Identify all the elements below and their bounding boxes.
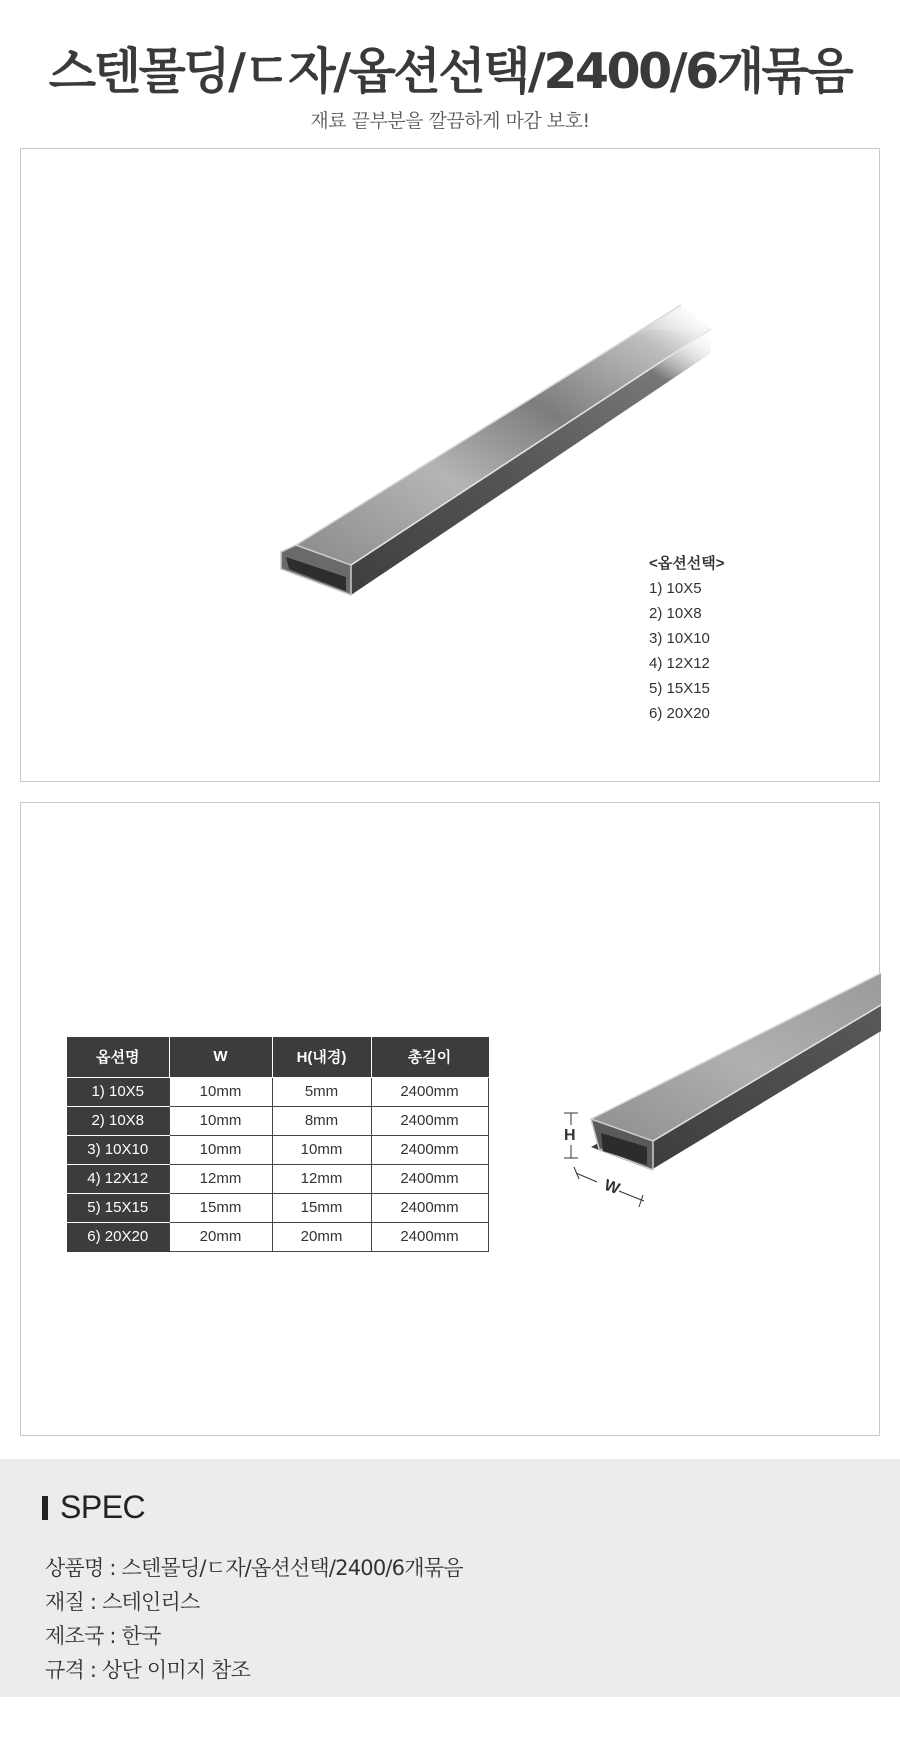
cell-height: 10mm: [272, 1135, 371, 1164]
cell-length: 2400mm: [371, 1193, 488, 1222]
dimension-panel: [20, 802, 880, 1436]
spec-item-product-name: 상품명 : 스텐몰딩/ㄷ자/옵션선택/2400/6개묶음: [45, 1556, 463, 1580]
cell-width: 20mm: [169, 1222, 272, 1251]
cell-length: 2400mm: [371, 1077, 488, 1106]
width-dimension-label: W: [601, 1176, 622, 1199]
table-header-row: [67, 1037, 488, 1077]
table-row: [67, 1077, 488, 1106]
cell-option-name: 6) 20X20: [67, 1222, 169, 1251]
cell-option-name: 3) 10X10: [67, 1135, 169, 1164]
cell-height: 15mm: [272, 1193, 371, 1222]
u-channel-product-image: [251, 229, 711, 629]
option-item: 2) 10X8: [649, 605, 702, 622]
cell-width: 15mm: [169, 1193, 272, 1222]
cell-height: 5mm: [272, 1077, 371, 1106]
table-row: [67, 1164, 488, 1193]
cell-height: 20mm: [272, 1222, 371, 1251]
cell-width: 10mm: [169, 1135, 272, 1164]
option-list: [649, 551, 724, 726]
column-header-option-name: 옵션명: [67, 1037, 169, 1077]
spec-heading-bar: [42, 1496, 48, 1520]
column-header-height: H(내경): [272, 1037, 371, 1077]
option-item: 3) 10X10: [649, 630, 710, 647]
page-subtitle: 재료 끝부분을 깔끔하게 마감 보호!: [310, 110, 590, 132]
cell-width: 10mm: [169, 1106, 272, 1135]
column-header-total-length: 총길이: [371, 1037, 488, 1077]
table-row: [67, 1222, 488, 1251]
cell-height: 12mm: [272, 1164, 371, 1193]
cell-option-name: 2) 10X8: [67, 1106, 169, 1135]
option-spec-table: [67, 1037, 489, 1252]
cell-option-name: 4) 12X12: [67, 1164, 169, 1193]
option-item: 1) 10X5: [649, 580, 702, 597]
table-row: [67, 1135, 488, 1164]
spec-item-origin: 제조국 : 한국: [45, 1624, 161, 1648]
table-row: [67, 1106, 488, 1135]
product-photo-panel: [20, 148, 880, 782]
option-list-heading: <옵션선택>: [649, 555, 725, 572]
spec-heading-text: SPEC: [60, 1489, 146, 1525]
u-channel-dimension-diagram: [541, 933, 881, 1253]
cell-length: 2400mm: [371, 1222, 488, 1251]
column-header-width: W: [169, 1037, 272, 1077]
option-item: 5) 15X15: [649, 680, 710, 697]
table-row: [67, 1193, 488, 1222]
cell-length: 2400mm: [371, 1135, 488, 1164]
spec-section: [0, 1459, 900, 1697]
spec-heading: [42, 1489, 145, 1526]
option-item: 6) 20X20: [649, 705, 710, 722]
cell-option-name: 5) 15X15: [67, 1193, 169, 1222]
cell-height: 8mm: [272, 1106, 371, 1135]
cell-length: 2400mm: [371, 1106, 488, 1135]
page-title: 스텐몰딩/ㄷ자/옵션선택/2400/6개묶음: [48, 43, 852, 100]
cell-option-name: 1) 10X5: [67, 1077, 169, 1106]
spec-item-material: 재질 : 스테인리스: [45, 1590, 200, 1614]
spec-list: [45, 1551, 463, 1687]
cell-width: 12mm: [169, 1164, 272, 1193]
option-item: 4) 12X12: [649, 655, 710, 672]
cell-length: 2400mm: [371, 1164, 488, 1193]
cell-width: 10mm: [169, 1077, 272, 1106]
height-dimension-label: H: [564, 1127, 576, 1144]
spec-item-dimensions: 규격 : 상단 이미지 참조: [45, 1658, 251, 1682]
